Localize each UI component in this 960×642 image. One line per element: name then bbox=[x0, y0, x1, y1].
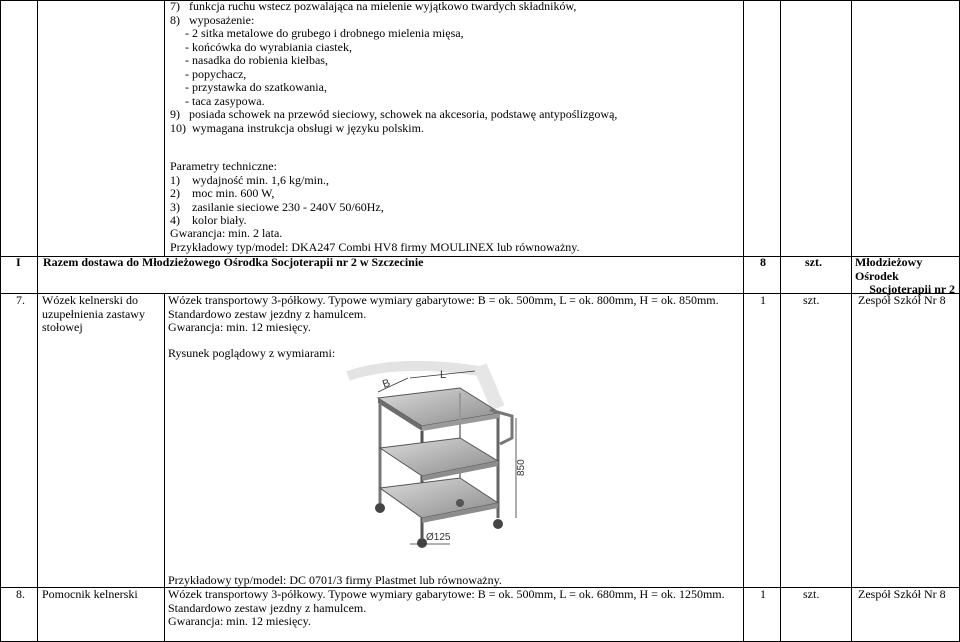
name-line: Wózek kelnerski do bbox=[42, 293, 138, 307]
desc-line: Wózek transportowy 3-półkowy. Typowe wymiary gabarytowe: B = ok. 500mm, L = ok. 680mm, H = ok. 1250mm. bbox=[168, 587, 725, 601]
row7-qty: 1 bbox=[760, 293, 766, 307]
dim-h-label: 850 bbox=[516, 459, 527, 476]
dim-l-label: L bbox=[440, 369, 447, 381]
dim-wheel-label: Ø125 bbox=[426, 532, 451, 543]
desc-line: Standardowo zestaw jezdny z hamulcem. bbox=[168, 306, 367, 321]
param-line: 3) zasilanie sieciowe 230 - 240V 50/60Hz, bbox=[170, 199, 384, 214]
row6-footer bbox=[170, 227, 580, 254]
feature-line: - nasadka do robienia kiełbas, bbox=[170, 53, 328, 67]
row8-name: Pomocnik kelnerski bbox=[42, 587, 138, 601]
row7-recipient: Zespół Szkół Nr 8 bbox=[858, 293, 946, 307]
feature-line: 8) wyposażenie: bbox=[170, 12, 255, 27]
dim-b-label: B bbox=[380, 377, 392, 391]
col-line bbox=[164, 293, 165, 642]
summary-text: Razem dostawa do Młodzieżowego Ośrodka Socjoterapii nr 2 w Szczecinie bbox=[43, 255, 424, 269]
row8-unit: szt. bbox=[803, 587, 820, 601]
model-text: Przykładowy typ/model: DKA247 Combi HV8 firmy MOULINEX lub równoważny. bbox=[170, 239, 580, 254]
desc-line: Wózek transportowy 3-półkowy. Typowe wymiary gabarytowe: B = ok. 500mm, L = ok. 800mm, H = ok. 850mm. bbox=[168, 293, 719, 307]
feature-line: - 2 sitka metalowe do grubego i drobnego mielenia mięsa, bbox=[170, 26, 464, 40]
row6-params bbox=[170, 160, 384, 228]
wheel bbox=[375, 503, 385, 513]
drawing-label: Rysunek poglądowy z wymiarami: bbox=[168, 346, 336, 360]
col-line bbox=[743, 0, 744, 642]
row8-recipient: Zespół Szkół Nr 8 bbox=[858, 587, 946, 601]
feature-line: - przystawka do szatkowania, bbox=[170, 80, 327, 94]
feature-line: - taca zasypowa. bbox=[170, 93, 265, 108]
param-line: 2) moc min. 600 W, bbox=[170, 186, 275, 200]
feature-line: - popychacz, bbox=[170, 66, 247, 81]
col-line bbox=[851, 0, 852, 642]
middle-shelf bbox=[380, 438, 498, 476]
row6-features bbox=[170, 0, 617, 135]
recipient-line: Socjoterapii nr 2 bbox=[869, 282, 955, 296]
row7-num: 7. bbox=[16, 293, 25, 307]
row7-name bbox=[42, 294, 145, 335]
param-line: 1) wydajność min. 1,6 kg/min., bbox=[170, 172, 329, 187]
summary-recipient bbox=[855, 256, 955, 297]
row7-unit: szt. bbox=[803, 293, 820, 307]
desc-line: Gwarancja: min. 12 miesięcy. bbox=[168, 320, 311, 334]
col-line bbox=[0, 0, 1, 642]
row7-model: Przykładowy typ/model: DC 0701/3 firmy Plastmet lub równoważny. bbox=[168, 573, 502, 587]
feature-line: - końcówka do wyrabiania ciastek, bbox=[170, 39, 352, 54]
background-arc bbox=[348, 366, 485, 376]
feature-line: 7) funkcja ruchu wstecz pozwalająca na mielenie wyjątkowo twardych składników, bbox=[170, 0, 577, 13]
col-line bbox=[37, 0, 38, 642]
row8-qty: 1 bbox=[760, 587, 766, 601]
warranty-text: Gwarancja: min. 2 lata. bbox=[170, 226, 283, 240]
row8-desc bbox=[168, 588, 725, 629]
summary-roman: I bbox=[16, 255, 21, 269]
summary-unit: szt. bbox=[805, 255, 822, 269]
feature-line: 9) posiada schowek na przewód sieciowy, schowek na akcesoria, podstawę antypoślizgową, bbox=[170, 107, 618, 121]
summary-qty: 8 bbox=[760, 255, 766, 269]
name-line: uzupełnienia zastawy bbox=[42, 306, 145, 321]
param-line: 4) kolor biały. bbox=[170, 213, 247, 227]
col-line bbox=[164, 0, 165, 257]
desc-line: Gwarancja: min. 12 miesięcy. bbox=[168, 614, 311, 628]
params-title: Parametry techniczne: bbox=[170, 159, 277, 173]
wheel bbox=[493, 519, 503, 529]
recipient-line: Ośrodek bbox=[855, 268, 899, 283]
name-line: stołowej bbox=[42, 320, 83, 334]
row8-num: 8. bbox=[16, 587, 25, 601]
feature-line: 10) wymagana instrukcja obsługi w języku polskim. bbox=[170, 120, 424, 135]
row7-desc bbox=[168, 294, 719, 335]
trolley-drawing bbox=[340, 358, 530, 558]
bottom-shelf bbox=[380, 478, 498, 518]
wheel bbox=[456, 499, 464, 507]
recipient-line: Młodzieżowy bbox=[855, 255, 923, 269]
desc-line: Standardowo zestaw jezdny z hamulcem. bbox=[168, 600, 367, 615]
col-line bbox=[780, 0, 781, 642]
